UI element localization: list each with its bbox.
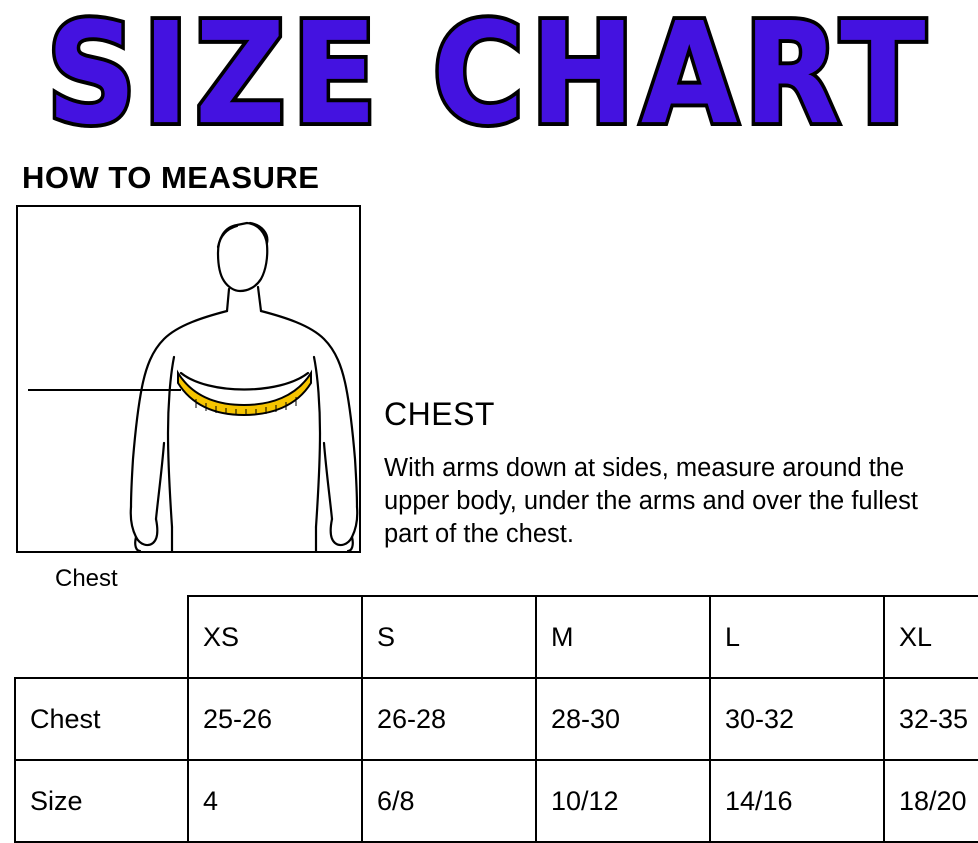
cell-chest-xs: 25-26	[188, 678, 362, 760]
tape-measure-band	[178, 373, 311, 415]
size-chart-table	[14, 595, 978, 843]
cell-size-s: 6/8	[362, 760, 536, 842]
description-body: With arms down at sides, measure around the upper body, under the arms and over the fullest part of the chest.	[384, 454, 918, 548]
cell-size-xs: 4	[188, 760, 362, 842]
page-title-banner	[0, 0, 978, 156]
column-header-s: S	[362, 596, 536, 678]
description-heading: CHEST	[384, 396, 495, 432]
column-header-xs: XS	[188, 596, 362, 678]
column-header-l: L	[710, 596, 884, 678]
measurement-figure	[16, 205, 361, 592]
cell-chest-l: 30-32	[710, 678, 884, 760]
cell-size-xl: 18/20	[884, 760, 978, 842]
cell-size-l: 14/16	[710, 760, 884, 842]
cell-size-m: 10/12	[536, 760, 710, 842]
chest-measure-label: Chest	[52, 565, 121, 593]
how-to-measure-heading: HOW TO MEASURE	[22, 160, 320, 195]
column-header-m: M	[536, 596, 710, 678]
table-header-row	[15, 596, 978, 678]
column-header-xl: XL	[884, 596, 978, 678]
table-corner-cell	[15, 596, 188, 678]
page-title: SIZE CHART	[46, 0, 932, 156]
cell-chest-m: 28-30	[536, 678, 710, 760]
table-row	[15, 760, 978, 842]
cell-chest-xl: 32-35	[884, 678, 978, 760]
row-label-chest: Chest	[15, 678, 188, 760]
table-row	[15, 678, 978, 760]
male-torso-figure-icon	[18, 207, 359, 551]
cell-chest-s: 26-28	[362, 678, 536, 760]
row-label-size: Size	[15, 760, 188, 842]
